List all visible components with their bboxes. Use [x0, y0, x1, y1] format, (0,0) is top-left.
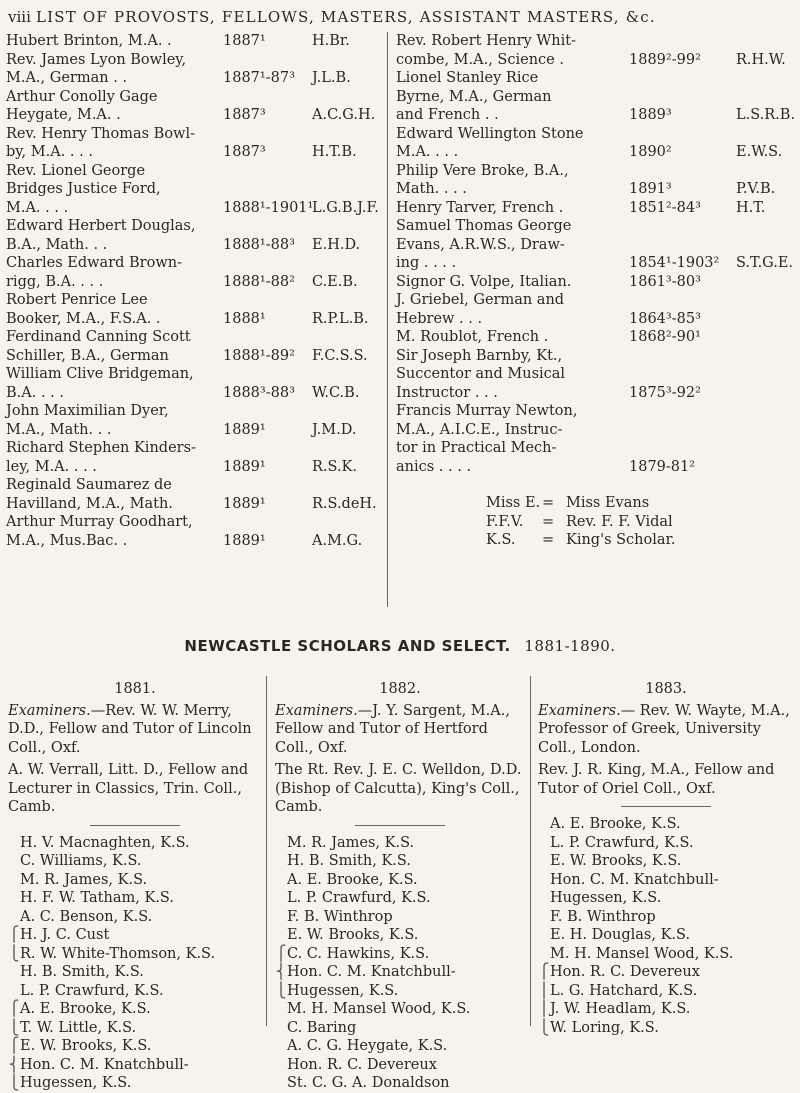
year-1882-column	[275, 680, 525, 1093]
scholar-row	[538, 963, 794, 982]
scholar-name: W. Loring, K.S.	[550, 1019, 659, 1036]
entry-years: 1888³-88³	[223, 384, 295, 401]
entry-name-line: Havilland, M.A., Math.	[6, 495, 173, 512]
separator-rule	[621, 806, 711, 807]
entry-name-line: Arthur Conolly Gage	[6, 88, 158, 105]
scholar-row	[8, 1000, 262, 1019]
staff-entry	[6, 254, 381, 291]
scholar-name: Hugessen, K.S.	[550, 890, 662, 906]
scholar-row	[538, 815, 794, 834]
entry-name-line: M.A., Math. . .	[6, 421, 112, 438]
entry-initials: R.P.L.B.	[312, 310, 369, 327]
scholar-row	[275, 871, 525, 890]
scholars-list	[8, 834, 262, 1093]
entry-initials: S.T.G.E.	[736, 255, 794, 271]
entry-years: 1887¹-87³	[223, 70, 295, 86]
bracket: ⎪	[538, 982, 550, 999]
scholar-row	[275, 1019, 525, 1038]
scholar-row	[8, 982, 262, 1001]
scholar-row	[8, 926, 262, 945]
scholar-name: E. W. Brooks, K.S.	[287, 927, 419, 943]
key-meaning: Miss Evans	[566, 495, 650, 511]
entry-years: 1889¹	[223, 421, 266, 438]
staff-entry	[6, 402, 381, 439]
entry-name-line: M. Roublot, French .	[396, 329, 549, 345]
key-meaning: Rev. F. F. Vidal	[566, 513, 673, 530]
scholar-name: F. B. Winthrop	[550, 908, 656, 925]
staff-entry	[396, 402, 798, 476]
scholar-row	[8, 1019, 262, 1038]
entry-name-line: Edward Wellington Stone	[396, 125, 584, 142]
entry-initials: P.V.B.	[736, 181, 776, 197]
scholar-name: L. P. Crawfurd, K.S.	[20, 982, 164, 999]
staff-entry	[396, 32, 798, 69]
entry-years: 1890²	[629, 144, 672, 160]
scholar-row	[8, 834, 262, 853]
scholar-row	[275, 926, 525, 945]
entry-years: 1888¹	[223, 310, 266, 327]
year-heading: 1883.	[645, 681, 687, 697]
scholar-row	[8, 908, 262, 927]
scholar-row	[538, 871, 794, 890]
entry-name-line: J. Griebel, German and	[396, 292, 565, 308]
entry-initials: H.Br.	[312, 33, 350, 49]
entry-name-line: by, M.A. . . .	[6, 144, 93, 160]
entry-name-line: Samuel Thomas George	[396, 218, 572, 234]
separator-rule	[355, 825, 445, 826]
staff-entry	[6, 439, 381, 476]
entry-name-line: Ferdinand Canning Scott	[6, 329, 191, 345]
entry-years: 1889¹	[223, 495, 266, 512]
scholar-row	[8, 1056, 262, 1075]
column-divider	[387, 32, 388, 607]
bracket: ⎩	[275, 982, 287, 999]
entry-years: 1889²-99²	[629, 51, 701, 68]
scholar-name: A. E. Brooke, K.S.	[287, 871, 418, 888]
entry-name-line: M.A. . . .	[6, 199, 69, 216]
entry-initials: F.C.S.S.	[312, 347, 368, 364]
scholar-name: J. W. Headlam, K.S.	[550, 1001, 691, 1017]
entry-name-line: Heygate, M.A. .	[6, 107, 121, 123]
staff-entry	[396, 328, 798, 347]
scholar-row	[538, 852, 794, 871]
entry-years: 1875³-92²	[629, 384, 701, 401]
entry-initials: R.S.deH.	[312, 495, 377, 512]
scholar-row	[538, 908, 794, 927]
scholar-name: H. F. W. Tatham, K.S.	[20, 890, 174, 906]
scholar-row	[8, 889, 262, 908]
scholar-name: H. B. Smith, K.S.	[287, 853, 411, 869]
entry-initials: J.M.D.	[312, 421, 357, 438]
key-abbr: K.S.	[486, 532, 516, 548]
bracket: ⎩	[538, 1019, 550, 1036]
entry-name-line: ley, M.A. . . .	[6, 458, 97, 475]
entry-initials: J.L.B.	[312, 70, 351, 86]
bracket: ⎨	[275, 964, 287, 980]
entry-name-line: ing . . . .	[396, 255, 457, 271]
staff-entry	[6, 32, 381, 51]
scholar-row	[275, 982, 525, 1001]
scholar-name: L. P. Crawfurd, K.S.	[287, 890, 431, 906]
staff-entry	[396, 199, 798, 218]
year-heading: 1882.	[379, 681, 421, 697]
entry-years: 1891³	[629, 181, 672, 197]
entry-name-line: Booker, M.A., F.S.A. .	[6, 310, 161, 327]
entry-years: 1887³	[223, 144, 266, 160]
scholar-name: C. Williams, K.S.	[20, 853, 142, 869]
scholar-row	[538, 889, 794, 908]
entry-name-line: M.A., Mus.Bac. .	[6, 532, 128, 549]
staff-entry	[396, 347, 798, 403]
scholars-list	[538, 815, 794, 1037]
bracket: ⎧	[275, 945, 287, 962]
entry-name-line: M.A. . . .	[396, 144, 459, 160]
entry-years: 1889³	[629, 107, 672, 123]
scholar-name: M. R. James, K.S.	[287, 834, 415, 851]
entry-name-line: tor in Practical Mech-	[396, 440, 557, 456]
scholar-name: A. C. G. Heygate, K.S.	[287, 1038, 448, 1054]
scholar-row	[8, 1037, 262, 1056]
entry-name-line: Signor G. Volpe, Italian.	[396, 273, 572, 290]
scholar-row	[275, 889, 525, 908]
entry-initials: A.M.G.	[312, 532, 363, 549]
entry-name-line: Francis Murray Newton,	[396, 403, 578, 419]
scholar-name: Hon. C. M. Knatchbull-	[550, 871, 719, 888]
scholar-name: Hugessen, K.S.	[20, 1075, 132, 1091]
abbreviation-key	[396, 494, 798, 550]
scholar-row	[275, 945, 525, 964]
bracket: ⎧	[8, 927, 20, 943]
entry-name-line: Arthur Murray Goodhart,	[6, 514, 193, 530]
scholar-name: E. H. Douglas, K.S.	[550, 927, 691, 943]
scholar-row	[275, 1056, 525, 1075]
scholar-row	[8, 852, 262, 871]
entry-years: 1887³	[223, 107, 266, 123]
entry-years: 1861³-80³	[629, 273, 701, 290]
scholar-row	[275, 908, 525, 927]
entry-name-line: Hubert Brinton, M.A. .	[6, 33, 172, 49]
entry-years: 1879-81²	[629, 458, 696, 475]
staff-list-left	[6, 32, 381, 550]
bracket: ⎧	[8, 1001, 20, 1017]
scholar-name: Hon. R. C. Devereux	[550, 964, 700, 980]
key-eq: =	[542, 532, 555, 548]
scholar-row	[275, 1074, 525, 1093]
entry-years: 1888¹-88²	[223, 273, 295, 290]
entry-years: 1889¹	[223, 532, 266, 549]
entry-years: 1851²-84³	[629, 199, 701, 216]
entry-name-line: Bridges Justice Ford,	[6, 181, 161, 197]
entry-years: 1888¹-88³	[223, 236, 295, 253]
entry-years: 1887¹	[223, 33, 266, 49]
examiners-second: A. W. Verrall, Litt. D., Fellow and Lecturer in Classics, Trin. Coll., Camb.	[8, 762, 249, 815]
bracket: ⎩	[8, 1019, 20, 1036]
separator-rule	[90, 825, 180, 826]
staff-entry	[6, 513, 381, 550]
examiners	[8, 702, 262, 758]
scholar-row	[538, 945, 794, 964]
entry-initials: E.H.D.	[312, 236, 361, 253]
entry-years: 1868²-90¹	[629, 329, 701, 345]
staff-entry	[6, 365, 381, 402]
scholar-row	[538, 1019, 794, 1038]
key-abbr: F.F.V.	[486, 513, 524, 530]
key-abbr: Miss E.	[486, 495, 541, 511]
bracket: ⎩	[8, 1075, 20, 1091]
scholar-row	[275, 834, 525, 853]
entry-name-line: Lionel Stanley Rice	[396, 70, 539, 86]
scholar-name: R. W. White-Thomson, K.S.	[20, 945, 216, 962]
scholar-name: Hon. R. C. Devereux	[287, 1056, 437, 1073]
examiners	[538, 702, 794, 758]
scholar-row	[8, 871, 262, 890]
entry-name-line: anics . . . .	[396, 458, 472, 475]
entry-initials: L.S.R.B.	[736, 107, 796, 123]
examiners-second: Rev. J. R. King, M.A., Fellow and Tutor of Oriel Coll., Oxf.	[538, 762, 775, 797]
scholar-name: A. E. Brooke, K.S.	[20, 1001, 151, 1017]
entry-name-line: John Maximilian Dyer,	[6, 403, 169, 419]
entry-initials: H.T.B.	[312, 144, 357, 160]
staff-entry	[396, 125, 798, 162]
staff-entry	[6, 88, 381, 125]
staff-entry	[396, 162, 798, 199]
bracket: ⎧	[8, 1038, 20, 1054]
entry-name-line: Byrne, M.A., German	[396, 88, 552, 105]
staff-list-right	[396, 32, 798, 550]
scholar-name: M. R. James, K.S.	[20, 871, 148, 888]
entry-name-line: Evans, A.R.W.S., Draw-	[396, 236, 565, 253]
entry-name-line: Philip Vere Broke, B.A.,	[396, 162, 569, 179]
staff-entry	[396, 291, 798, 328]
key-eq: =	[542, 495, 555, 511]
scholar-name: E. W. Brooks, K.S.	[550, 853, 682, 869]
scholar-row	[275, 963, 525, 982]
page-header	[0, 8, 800, 30]
column-divider	[530, 676, 531, 1026]
entry-initials: W.C.B.	[312, 384, 360, 401]
scholar-row	[8, 945, 262, 964]
entry-years: 1888¹-89²	[223, 347, 295, 364]
scholar-name: F. B. Winthrop	[287, 908, 393, 925]
bracket: ⎪	[538, 1001, 550, 1017]
entry-name-line: Sir Joseph Barnby, Kt.,	[396, 347, 563, 364]
staff-entry	[396, 217, 798, 273]
year-1883-column	[538, 680, 794, 1037]
entry-initials: R.S.K.	[312, 458, 357, 475]
scholar-row	[8, 963, 262, 982]
bracket: ⎨	[8, 1056, 20, 1073]
scholars-list	[275, 834, 525, 1093]
staff-entry	[6, 291, 381, 328]
entry-initials: A.C.G.H.	[312, 107, 376, 123]
entry-name-line: M.A., A.I.C.E., Instruc-	[396, 421, 563, 438]
scholar-name: St. C. G. A. Donaldson	[287, 1075, 450, 1091]
examiners-label: Examiners.	[8, 702, 91, 719]
entry-name-line: Schiller, B.A., German	[6, 347, 169, 364]
page-number: viii	[8, 8, 31, 26]
key-meaning: King's Scholar.	[566, 532, 676, 548]
entry-years: 1888¹-1901¹	[223, 199, 314, 216]
examiners-second: The Rt. Rev. J. E. C. Welldon, D.D. (Bishop of Calcutta), King's Coll., Camb.	[275, 762, 522, 815]
key-row	[486, 494, 798, 513]
scholar-row	[538, 1000, 794, 1019]
scholar-name: L. P. Crawfurd, K.S.	[550, 834, 694, 851]
staff-entry	[6, 125, 381, 162]
scholar-name: C. C. Hawkins, K.S.	[287, 945, 430, 962]
entry-name-line: Rev. Robert Henry Whit-	[396, 33, 576, 49]
entry-name-line: B.A. . . .	[6, 384, 64, 401]
bracket: ⎧	[538, 964, 550, 980]
entry-years: 1864³-85³	[629, 310, 701, 327]
entry-initials: L.G.B.J.F.	[312, 199, 379, 216]
scholar-name: Hugessen, K.S.	[287, 982, 399, 999]
scholar-row	[275, 1000, 525, 1019]
scholar-name: T. W. Little, K.S.	[20, 1019, 137, 1036]
entry-name-line: Henry Tarver, French .	[396, 199, 564, 216]
scholar-name: A. E. Brooke, K.S.	[550, 816, 681, 832]
column-divider	[266, 676, 267, 1026]
year-heading: 1881.	[114, 681, 156, 697]
entry-name-line: William Clive Bridgeman,	[6, 366, 194, 382]
examiners-label: Examiners.	[538, 702, 621, 719]
scholar-row	[538, 926, 794, 945]
scholar-name: H. V. Macnaghten, K.S.	[20, 834, 190, 851]
staff-entry	[396, 69, 798, 125]
scholar-name: M. H. Mansel Wood, K.S.	[550, 945, 734, 962]
entry-name-line: Hebrew . . .	[396, 310, 483, 327]
scholar-name: H. J. C. Cust	[20, 927, 110, 943]
staff-entry	[6, 217, 381, 254]
entry-name-line: Reginald Saumarez de	[6, 477, 172, 493]
entry-initials: C.E.B.	[312, 273, 358, 290]
entry-name-line: Rev. Henry Thomas Bowl-	[6, 125, 196, 142]
scholar-row	[275, 1037, 525, 1056]
bracket: ⎩	[8, 945, 20, 962]
staff-entry	[6, 328, 381, 365]
staff-entry	[6, 476, 381, 513]
scholar-name: L. G. Hatchard, K.S.	[550, 982, 698, 999]
entry-name-line: Math. . . .	[396, 181, 467, 197]
staff-entry	[396, 273, 798, 292]
running-title: LIST OF PROVOSTS, FELLOWS, MASTERS, ASSISTANT MASTERS, &c.	[36, 8, 656, 26]
staff-entry	[6, 51, 381, 88]
entry-initials: E.W.S.	[736, 144, 783, 160]
entry-name-line: Charles Edward Brown-	[6, 255, 182, 271]
entry-name-line: Rev. James Lyon Bowley,	[6, 51, 187, 68]
entry-name-line: B.A., Math. . .	[6, 236, 108, 253]
entry-name-line: M.A., German . .	[6, 70, 128, 86]
entry-name-line: Richard Stephen Kinders-	[6, 440, 196, 456]
examiners-label: Examiners.	[275, 702, 358, 719]
scholar-name: E. W. Brooks, K.S.	[20, 1038, 152, 1054]
entry-years: 1854¹-1903²	[629, 255, 720, 271]
examiners	[275, 702, 525, 758]
entry-initials: R.H.W.	[736, 51, 786, 68]
scholar-row	[275, 852, 525, 871]
section-heading	[0, 637, 800, 655]
entry-name-line: Edward Herbert Douglas,	[6, 218, 196, 234]
key-eq: =	[542, 513, 555, 530]
examiners-text: — Rev. W. Wayte, M.A., Professor of Greek, University Coll., London.	[538, 702, 790, 756]
scholar-name: H. B. Smith, K.S.	[20, 964, 144, 980]
key-row	[486, 513, 798, 532]
scholar-row	[538, 982, 794, 1001]
scholar-name: M. H. Mansel Wood, K.S.	[287, 1001, 471, 1017]
scholar-name: A. C. Benson, K.S.	[20, 908, 153, 925]
year-1881-column	[8, 680, 262, 1093]
key-row	[486, 531, 798, 550]
section-years: 1881-1890.	[524, 637, 616, 655]
entry-name-line: Robert Penrice Lee	[6, 292, 148, 308]
entry-name-line: Succentor and Musical	[396, 366, 566, 382]
scholar-row	[8, 1074, 262, 1093]
scholar-name: Hon. C. M. Knatchbull-	[287, 964, 456, 980]
entry-name-line: Rev. Lionel George	[6, 162, 146, 179]
entry-name-line: and French . .	[396, 107, 499, 123]
section-title: NEWCASTLE SCHOLARS AND SELECT.	[184, 637, 511, 655]
entry-name-line: Instructor . . .	[396, 384, 498, 401]
entry-initials: H.T.	[736, 199, 766, 216]
entry-name-line: rigg, B.A. . . .	[6, 273, 104, 290]
scholar-name: Hon. C. M. Knatchbull-	[20, 1056, 189, 1073]
staff-entry	[6, 162, 381, 218]
scholar-row	[538, 834, 794, 853]
examiners-text: —Rev. W. W. Merry, D.D., Fellow and Tutor of Lincoln Coll., Oxf.	[8, 702, 252, 756]
entry-name-line: combe, M.A., Science .	[396, 51, 564, 68]
entry-years: 1889¹	[223, 458, 266, 475]
scholar-name: C. Baring	[287, 1019, 357, 1036]
examiners-text: —J. Y. Sargent, M.A., Fellow and Tutor of Hertford Coll., Oxf.	[275, 702, 510, 756]
